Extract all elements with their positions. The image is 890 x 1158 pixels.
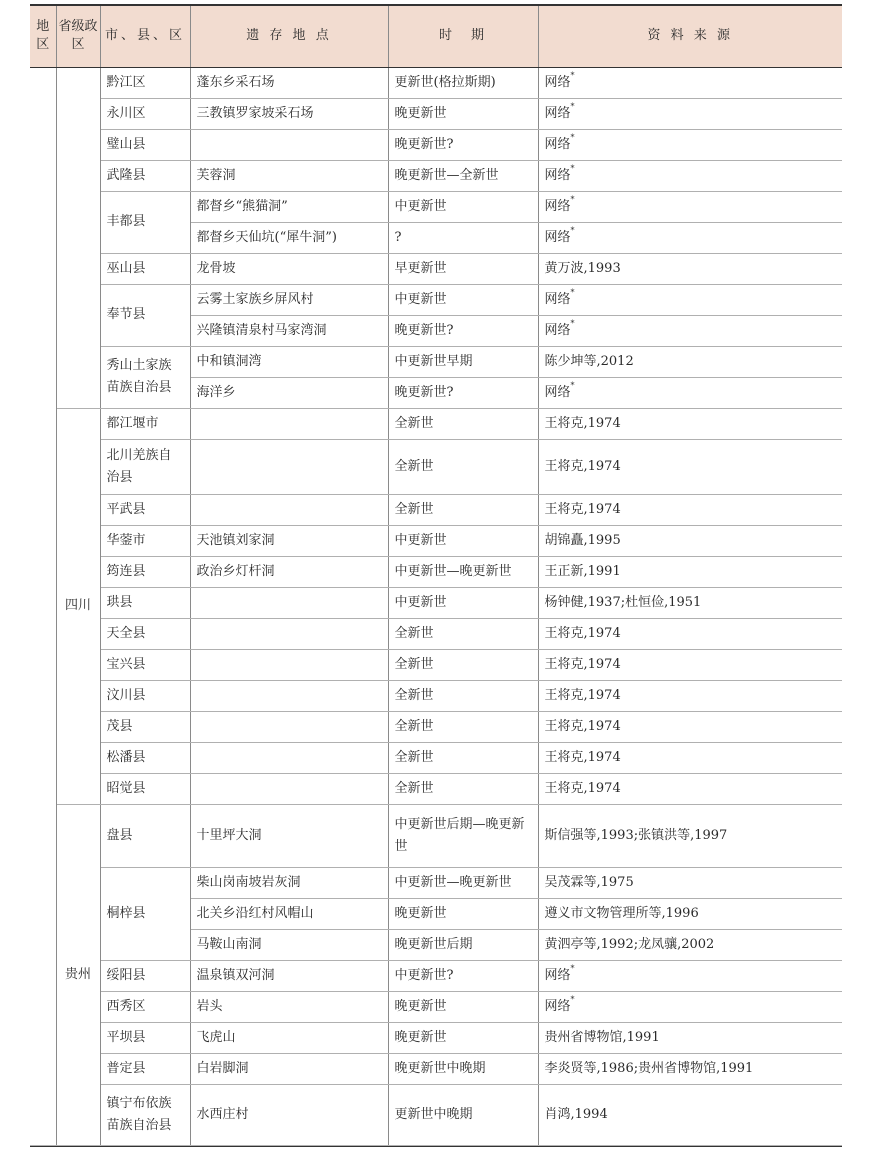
table-row [30, 494, 842, 525]
source-cell [538, 129, 842, 160]
header-period: 时 期 [388, 6, 538, 68]
county-cell: 绥阳县 [100, 960, 190, 991]
header-region: 地区 [30, 6, 56, 68]
site-cell [190, 618, 388, 649]
footnote-mark: * [570, 70, 575, 80]
source-cell [538, 222, 842, 253]
data-table-sheet [30, 4, 842, 1147]
period-cell: 全新世 [388, 439, 538, 494]
table-row [30, 67, 842, 98]
source-text: 贵州省博物馆,1991 [544, 1029, 660, 1045]
period-cell: 晚更新世后期 [388, 929, 538, 960]
source-text: 网络 [544, 229, 571, 245]
source-text: 网络 [544, 198, 571, 214]
source-cell [538, 191, 842, 222]
source-cell [538, 991, 842, 1022]
site-cell [190, 742, 388, 773]
table-row [30, 804, 842, 867]
footnote-mark: * [570, 380, 575, 390]
county-cell: 巫山县 [100, 253, 190, 284]
fossil-sites-table [30, 6, 842, 1146]
source-cell [538, 346, 842, 377]
site-cell: 飞虎山 [190, 1022, 388, 1053]
source-text: 胡锦矗,1995 [544, 532, 621, 548]
table-row [30, 960, 842, 991]
table-row [30, 680, 842, 711]
province-cell: 贵州 [56, 804, 100, 1145]
header-row [30, 6, 842, 68]
source-cell [538, 1084, 842, 1145]
period-cell: 更新世中晚期 [388, 1084, 538, 1145]
source-cell [538, 253, 842, 284]
county-cell: 北川羌族自治县 [100, 439, 190, 494]
province-cell [56, 67, 100, 408]
period-cell: 晚更新世? [388, 129, 538, 160]
source-text: 网络 [544, 322, 571, 338]
county-cell: 天全县 [100, 618, 190, 649]
table-row [30, 1053, 842, 1084]
source-text: 王将克,1974 [544, 415, 621, 431]
period-cell: 全新世 [388, 408, 538, 439]
source-text: 网络 [544, 136, 571, 152]
source-cell [538, 67, 842, 98]
source-text: 网络 [544, 291, 571, 307]
period-cell: 全新世 [388, 649, 538, 680]
source-text: 李炎贤等,1986;贵州省博物馆,1991 [544, 1060, 754, 1076]
site-cell [190, 129, 388, 160]
county-cell: 桐梓县 [100, 867, 190, 960]
source-cell [538, 742, 842, 773]
source-text: 肖鸿,1994 [544, 1106, 608, 1122]
table-row [30, 742, 842, 773]
source-text: 陈少坤等,2012 [544, 353, 634, 369]
county-cell: 丰都县 [100, 191, 190, 253]
table-row [30, 346, 842, 377]
source-text: 网络 [544, 967, 571, 983]
bottom-rule [30, 1146, 842, 1148]
site-cell [190, 408, 388, 439]
county-cell: 镇宁布依族苗族自治县 [100, 1084, 190, 1145]
source-cell [538, 98, 842, 129]
period-cell: 中更新世—晚更新世 [388, 867, 538, 898]
source-text: 网络 [544, 74, 571, 90]
site-cell: 天池镇刘家洞 [190, 525, 388, 556]
source-cell [538, 1022, 842, 1053]
table-row [30, 253, 842, 284]
table-row [30, 773, 842, 804]
source-text: 网络 [544, 384, 571, 400]
source-cell [538, 960, 842, 991]
footnote-mark: * [570, 163, 575, 173]
period-cell: 中更新世 [388, 525, 538, 556]
source-cell [538, 711, 842, 742]
site-cell: 中和镇洞湾 [190, 346, 388, 377]
footnote-mark: * [570, 225, 575, 235]
source-cell [538, 408, 842, 439]
footnote-mark: * [570, 194, 575, 204]
period-cell: 中更新世早期 [388, 346, 538, 377]
site-cell: 岩头 [190, 991, 388, 1022]
county-cell: 西秀区 [100, 991, 190, 1022]
source-cell [538, 160, 842, 191]
table-row [30, 191, 842, 222]
footnote-mark: * [570, 132, 575, 142]
period-cell: 全新世 [388, 773, 538, 804]
county-cell: 宝兴县 [100, 649, 190, 680]
source-text: 网络 [544, 167, 571, 183]
source-text: 吴茂霖等,1975 [544, 874, 634, 890]
source-cell [538, 618, 842, 649]
province-cell: 四川 [56, 408, 100, 804]
site-cell [190, 587, 388, 618]
site-cell: 云雾土家族乡屏风村 [190, 284, 388, 315]
period-cell: 全新世 [388, 494, 538, 525]
source-cell [538, 680, 842, 711]
source-text: 王将克,1974 [544, 501, 621, 517]
site-cell: 三教镇罗家坡采石场 [190, 98, 388, 129]
site-cell: 马鞍山南洞 [190, 929, 388, 960]
source-text: 网络 [544, 998, 571, 1014]
county-cell: 华蓥市 [100, 525, 190, 556]
source-text: 王将克,1974 [544, 656, 621, 672]
header-source: 资 料 来 源 [538, 6, 842, 68]
period-cell: 中更新世—晚更新世 [388, 556, 538, 587]
source-text: 王将克,1974 [544, 687, 621, 703]
county-cell: 武隆县 [100, 160, 190, 191]
table-row [30, 618, 842, 649]
table-body [30, 67, 842, 1145]
source-text: 黄万波,1993 [544, 260, 621, 276]
source-text: 王将克,1974 [544, 749, 621, 765]
footnote-mark: * [570, 318, 575, 328]
source-cell [538, 439, 842, 494]
site-cell: 北关乡沿红村风帽山 [190, 898, 388, 929]
table-row [30, 587, 842, 618]
period-cell: 中更新世 [388, 587, 538, 618]
county-cell: 璧山县 [100, 129, 190, 160]
source-cell [538, 1053, 842, 1084]
source-cell [538, 898, 842, 929]
source-cell [538, 804, 842, 867]
header-county: 市、县、区 [100, 6, 190, 68]
footnote-mark: * [570, 994, 575, 1004]
period-cell: ? [388, 222, 538, 253]
source-cell [538, 929, 842, 960]
header-province: 省级政区 [56, 6, 100, 68]
site-cell: 海洋乡 [190, 377, 388, 408]
source-cell [538, 587, 842, 618]
source-text: 黄泗亭等,1992;龙凤骧,2002 [544, 936, 715, 952]
table-row [30, 1084, 842, 1145]
county-cell: 普定县 [100, 1053, 190, 1084]
table-row [30, 556, 842, 587]
period-cell: 中更新世? [388, 960, 538, 991]
site-cell: 都督乡天仙坑(“犀牛洞”) [190, 222, 388, 253]
source-text: 杨钟健,1937;杜恒俭,1951 [544, 594, 702, 610]
source-text: 网络 [544, 105, 571, 121]
footnote-mark: * [570, 287, 575, 297]
site-cell: 龙骨坡 [190, 253, 388, 284]
table-row [30, 98, 842, 129]
county-cell: 都江堰市 [100, 408, 190, 439]
site-cell [190, 494, 388, 525]
site-cell: 温泉镇双河洞 [190, 960, 388, 991]
source-cell [538, 773, 842, 804]
site-cell [190, 711, 388, 742]
site-cell [190, 680, 388, 711]
table-row [30, 711, 842, 742]
county-cell: 茂县 [100, 711, 190, 742]
site-cell [190, 649, 388, 680]
site-cell: 蓬东乡采石场 [190, 67, 388, 98]
county-cell: 奉节县 [100, 284, 190, 346]
source-cell [538, 867, 842, 898]
source-cell [538, 284, 842, 315]
county-cell: 盘县 [100, 804, 190, 867]
county-cell: 珙县 [100, 587, 190, 618]
site-cell: 水西庄村 [190, 1084, 388, 1145]
footnote-mark: * [570, 101, 575, 111]
source-text: 王将克,1974 [544, 458, 621, 474]
period-cell: 晚更新世—全新世 [388, 160, 538, 191]
county-cell: 松潘县 [100, 742, 190, 773]
period-cell: 晚更新世中晚期 [388, 1053, 538, 1084]
county-cell: 秀山土家族苗族自治县 [100, 346, 190, 408]
table-row [30, 525, 842, 556]
county-cell: 永川区 [100, 98, 190, 129]
period-cell: 全新世 [388, 711, 538, 742]
county-cell: 筠连县 [100, 556, 190, 587]
source-text: 斯信强等,1993;张镇洪等,1997 [544, 827, 728, 843]
period-cell: 晚更新世 [388, 991, 538, 1022]
site-cell: 柴山岗南坡岩灰洞 [190, 867, 388, 898]
period-cell: 晚更新世 [388, 98, 538, 129]
source-cell [538, 377, 842, 408]
site-cell: 白岩脚洞 [190, 1053, 388, 1084]
table-row [30, 991, 842, 1022]
site-cell [190, 439, 388, 494]
county-cell: 昭觉县 [100, 773, 190, 804]
table-row [30, 439, 842, 494]
table-row [30, 867, 842, 898]
period-cell: 中更新世 [388, 191, 538, 222]
period-cell: 更新世(格拉斯期) [388, 67, 538, 98]
site-cell [190, 773, 388, 804]
table-row [30, 129, 842, 160]
period-cell: 中更新世 [388, 284, 538, 315]
county-cell: 平武县 [100, 494, 190, 525]
source-cell [538, 315, 842, 346]
site-cell: 兴隆镇清泉村马家湾洞 [190, 315, 388, 346]
table-row [30, 649, 842, 680]
site-cell: 都督乡“熊猫洞” [190, 191, 388, 222]
header-site: 遗 存 地 点 [190, 6, 388, 68]
source-text: 王将克,1974 [544, 780, 621, 796]
footnote-mark: * [570, 963, 575, 973]
period-cell: 晚更新世? [388, 315, 538, 346]
period-cell: 全新世 [388, 680, 538, 711]
period-cell: 全新世 [388, 618, 538, 649]
source-text: 王将克,1974 [544, 625, 621, 641]
source-text: 王正新,1991 [544, 563, 621, 579]
county-cell: 平坝县 [100, 1022, 190, 1053]
period-cell: 晚更新世 [388, 898, 538, 929]
county-cell: 汶川县 [100, 680, 190, 711]
table-row [30, 1022, 842, 1053]
table-row [30, 284, 842, 315]
source-cell [538, 649, 842, 680]
site-cell: 政治乡灯杆洞 [190, 556, 388, 587]
table-row [30, 160, 842, 191]
period-cell: 中更新世后期—晚更新世 [388, 804, 538, 867]
period-cell: 全新世 [388, 742, 538, 773]
source-cell [538, 494, 842, 525]
table-row [30, 408, 842, 439]
site-cell: 芙蓉洞 [190, 160, 388, 191]
period-cell: 早更新世 [388, 253, 538, 284]
period-cell: 晚更新世 [388, 1022, 538, 1053]
source-cell [538, 556, 842, 587]
site-cell: 十里坪大洞 [190, 804, 388, 867]
period-cell: 晚更新世? [388, 377, 538, 408]
source-text: 王将克,1974 [544, 718, 621, 734]
county-cell: 黔江区 [100, 67, 190, 98]
source-cell [538, 525, 842, 556]
source-text: 遵义市文物管理所等,1996 [544, 905, 699, 921]
region-cell [30, 67, 56, 1145]
